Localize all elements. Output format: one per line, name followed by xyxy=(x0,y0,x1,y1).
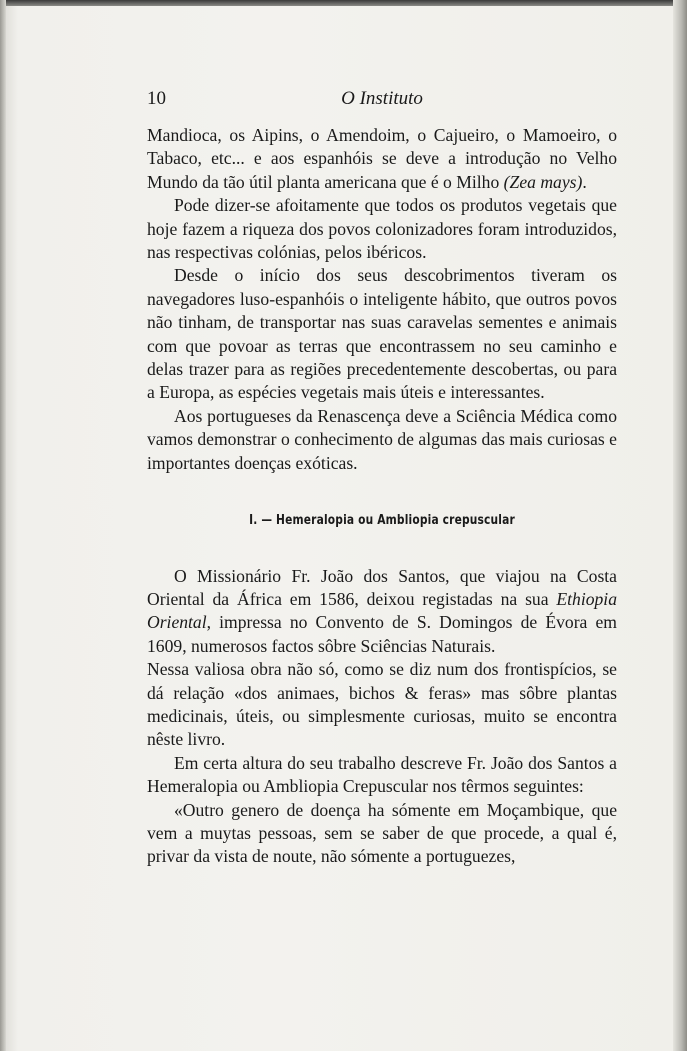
page-header xyxy=(147,88,617,112)
ethiopia-oriental-italic: Ethiopia Oriental xyxy=(147,588,617,633)
paragraph-4: Aos portugueses da Renascença deve a Sciência Médica como vamos demonstrar o conhecimento de algumas das mais curiosas e importantes doenças exóticas. xyxy=(147,405,617,473)
paragraph-1-end: . xyxy=(582,171,587,192)
paragraph-3: Desde o início dos seus descobrimentos tiveram os navegadores luso-espanhóis o inteligente hábito, que outros povos não tinham, de transportar nas suas caravelas sementes e animais com que povoar as terras que encontrassem no seu caminho e delas trazer para as regiões precedentemente descobertas, ou para a Europa, as espécies vegetais mais úteis e interessantes. xyxy=(147,265,617,403)
zea-mays-italic: (Zea mays) xyxy=(503,171,583,192)
scan-left-edge xyxy=(0,0,6,1051)
paragraph-5 xyxy=(147,565,617,659)
section-heading: I. — Hemeralopia ou Ambliopia crepuscular xyxy=(249,513,515,529)
body-text xyxy=(147,124,617,869)
paragraph-5-text: O Missionário Fr. João dos Santos, que viajou na Costa Oriental da África em 1586, deixou registadas na sua xyxy=(147,565,617,609)
paragraph-5-end: , impressa no Convento de S. Domingos de Évora em 1609, numerosos factos sôbre Sciências Naturais. xyxy=(147,612,617,656)
scan-right-edge xyxy=(673,0,687,1051)
paragraph-7: Em certa altura do seu trabalho descreve Fr. João dos Santos a Hemeralopia ou Ambliopia Crepuscular nos têrmos seguintes: xyxy=(147,752,617,797)
paragraph-1 xyxy=(147,124,617,194)
running-title: O Instituto xyxy=(341,88,423,109)
paragraph-8: «Outro genero de doença ha sómente em Moçambique, que vem a muytas pessoas, sem se saber de que procede, a qual é, privar da vista de noute, não sómente a portuguezes, xyxy=(147,799,617,867)
paragraph-6: Nessa valiosa obra não só, como se diz num dos frontispícios, se dá relação «dos animaes, bichos & feras» mas sôbre plantas medicinais, úteis, ou simplesmente curiosas, muito se encontra nêste livro. xyxy=(147,659,617,750)
paragraph-2: Pode dizer-se afoitamente que todos os produtos vegetais que hoje fazem a riqueza dos povos colonizadores foram introduzidos, nas respectivas colónias, pelos ibéricos. xyxy=(147,195,617,263)
paragraph-1-text: Mandioca, os Aipins, o Amendoim, o Cajueiro, o Mamoeiro, o Tabaco, etc... e aos espanhóis se deve a introdução no Velho Mundo da tão útil planta americana que é o Milho xyxy=(147,125,617,192)
scan-top-edge xyxy=(0,0,687,6)
page-number: 10 xyxy=(147,88,166,109)
